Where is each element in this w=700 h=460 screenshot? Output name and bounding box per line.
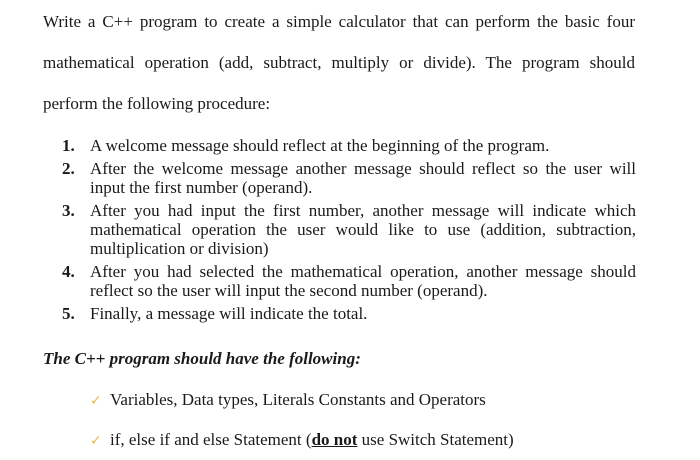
requirement-emphasis: do not bbox=[311, 430, 358, 449]
step-text: Finally, a message will indicate the total. bbox=[90, 304, 368, 323]
list-item bbox=[62, 304, 636, 323]
step-number: 2. bbox=[62, 159, 75, 178]
section-heading: The C++ program should have the following: bbox=[43, 349, 361, 368]
step-text: After you had selected the mathematical operation, another message should reflect so the user will input the second number (operand). bbox=[90, 262, 636, 300]
requirement-text: Variables, Data types, Literals Constants and Operators bbox=[110, 390, 486, 409]
requirement-item bbox=[90, 389, 486, 412]
list-item bbox=[62, 262, 636, 300]
step-text: After you had input the first number, another message will indicate which mathematical operation the user would like to use (addition, subtraction, multiplication or division) bbox=[90, 201, 636, 258]
requirement-item bbox=[90, 429, 514, 452]
step-number: 5. bbox=[62, 304, 75, 323]
list-item bbox=[62, 136, 636, 155]
list-item bbox=[62, 201, 636, 258]
check-icon: ✓ bbox=[90, 433, 102, 449]
intro-line-3: perform the following procedure: bbox=[43, 94, 271, 113]
procedure-list bbox=[62, 136, 636, 327]
step-text: A welcome message should reflect at the beginning of the program. bbox=[90, 136, 550, 155]
step-number: 4. bbox=[62, 262, 75, 281]
requirement-text-post: use Switch Statement) bbox=[357, 430, 514, 449]
intro-line-2: mathematical operation (add, subtract, multiply or divide). The program should bbox=[43, 53, 635, 72]
list-item bbox=[62, 159, 636, 197]
step-text: After the welcome message another message should reflect so the user will input the first number (operand). bbox=[90, 159, 636, 197]
requirement-text-pre: if, else if and else Statement ( bbox=[110, 430, 312, 449]
intro-line-1: Write a C++ program to create a simple calculator that can perform the basic four bbox=[43, 12, 635, 31]
step-number: 1. bbox=[62, 136, 75, 155]
step-number: 3. bbox=[62, 201, 75, 220]
check-icon: ✓ bbox=[90, 393, 102, 409]
